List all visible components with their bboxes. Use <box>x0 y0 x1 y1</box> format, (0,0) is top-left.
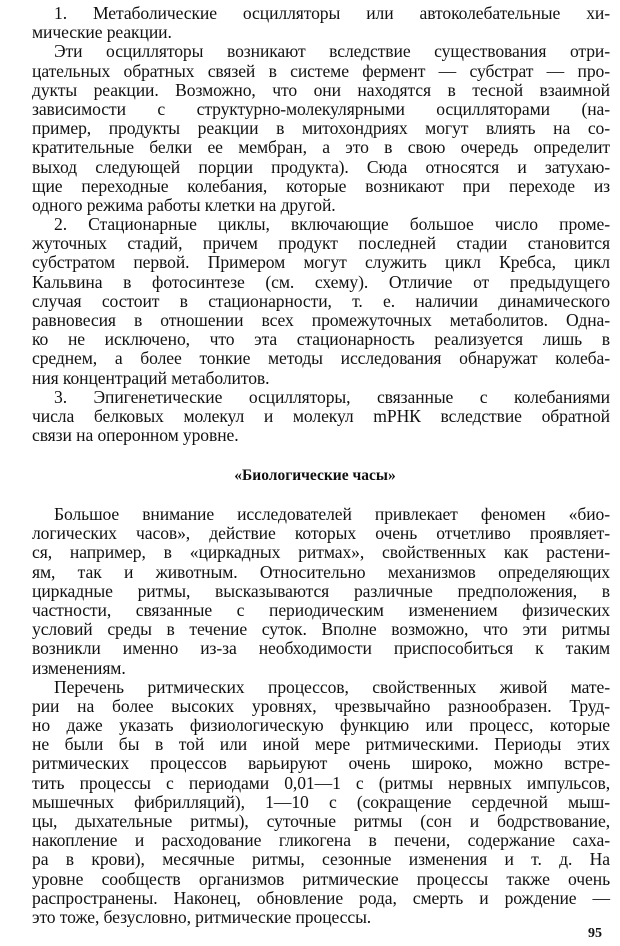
text-line: жуточных стадий, причем продукт последней стадии становится <box>32 233 610 254</box>
text-line: Большое внимание исследователей привлекает феномен «био- <box>54 504 610 524</box>
text-line: ся, например, в «циркадных ритмах», свойственных как растени- <box>32 542 610 563</box>
text-line: логических часов», действие которых очень отчетливо проявляет- <box>32 523 610 544</box>
text-line: ям, так и животным. Относительно механизмов определяющих <box>32 561 610 582</box>
text-line: условий среды в течение суток. Вполне возможно, что эти ритмы <box>32 619 610 640</box>
text-line: 2. Стационарные циклы, включающие большое число проме- <box>54 214 610 235</box>
text-line: циркадные ритмы, высказываются различные предположения, в <box>32 580 610 601</box>
text-line: случая состоит в стационарности, т. е. наличии динамического <box>32 290 610 311</box>
text-line: Кальвина в фотосинтезе (см. схему). Отличие от предыдущего <box>32 271 610 292</box>
text-line: дукты реакции. Возможно, что они находятся в тесной взаимной <box>32 79 610 100</box>
text-line: выход следующей порции продукта). Сюда относятся и затухаю- <box>32 156 610 177</box>
text-line: уровне сообществ организмов ритмические процессы также очень <box>32 868 610 889</box>
text-line: одного режима работы клетки на другой. <box>32 194 336 215</box>
text-line: мышечных фибрилляций), 1—10 с (сокращение сердечной мыш- <box>32 791 610 812</box>
section-heading: «Биологические часы» <box>234 467 396 484</box>
text-line: цательных обратных связей в системе фермент — субстрат — про- <box>32 60 610 81</box>
text-line: тить процессы с периодами 0,01—1 с (ритмы нервных импульсов, <box>32 772 610 793</box>
text-line: ра в крови), месячные ритмы, сезонные изменения и т. д. На <box>32 849 610 870</box>
text-line: 1. Метаболические осцилляторы или автоколебательные хи- <box>54 3 610 23</box>
text-block-oscillators <box>32 4 610 445</box>
text-line: среднем, а более тонкие методы исследования обнаружат колеба- <box>32 348 610 369</box>
text-line: пример, продукты реакции в митохондриях могут влиять на со- <box>32 118 610 139</box>
text-line: Перечень ритмических процессов, свойственных живой мате- <box>54 676 610 697</box>
text-line: ния концентраций метаболитов. <box>32 367 270 388</box>
text-line: не были бы в той или иной мере ритмическими. Периоды этих <box>32 734 610 755</box>
text-line: изменениям. <box>32 657 126 678</box>
text-line: ко не исключено, что эта стационарность реализуется лишь в <box>32 329 610 350</box>
text-line: Эти осцилляторы возникают вследствие существования отри- <box>54 41 610 62</box>
text-line: равновесия в отношении всех промежуточных метаболитов. Одна- <box>32 310 610 330</box>
text-line: ритмических процессов варьируют очень широко, можно встре- <box>32 753 610 774</box>
text-line: накопление и расходование гликогена в печени, содержание саха- <box>32 830 610 851</box>
text-line: мические реакции. <box>32 22 172 43</box>
text-line: 3. Эпигенетические осцилляторы, связанные с колебаниями <box>54 386 610 407</box>
text-line: щие переходные колебания, которые возникают при переходе из <box>32 175 610 196</box>
text-line: числа белковых молекул и молекул mРНК вследствие обратной <box>32 405 610 426</box>
page-number: 95 <box>588 926 602 941</box>
text-line: цы, дыхательные ритмы), суточные ритмы (сон и бодрствование, <box>32 811 610 831</box>
text-line: но даже указать физиологическую функцию или процесс, которые <box>32 715 610 736</box>
text-line: зависимости с структурно-молекулярными осцилляторами (на- <box>32 98 610 119</box>
text-line: частности, связанные с периодическим изменением физических <box>32 599 610 620</box>
text-line: распространены. Наконец, обновление рода, смерть и рождение — <box>32 887 610 908</box>
text-line: это тоже, безусловно, ритмические процессы. <box>32 906 372 927</box>
text-line: связи на оперонном уровне. <box>32 425 239 446</box>
text-line: кратительные белки ее мембран, а это в свою очередь определит <box>32 137 610 158</box>
text-line: субстратом первой. Примером могут служить цикл Кребса, цикл <box>32 252 610 273</box>
text-block-biological-clocks <box>32 505 610 927</box>
text-line: возникли именно из-за необходимости приспособиться к таким <box>32 638 610 659</box>
text-line: рии на более высоких уровнях, чрезвычайно разнообразен. Труд- <box>32 695 610 716</box>
